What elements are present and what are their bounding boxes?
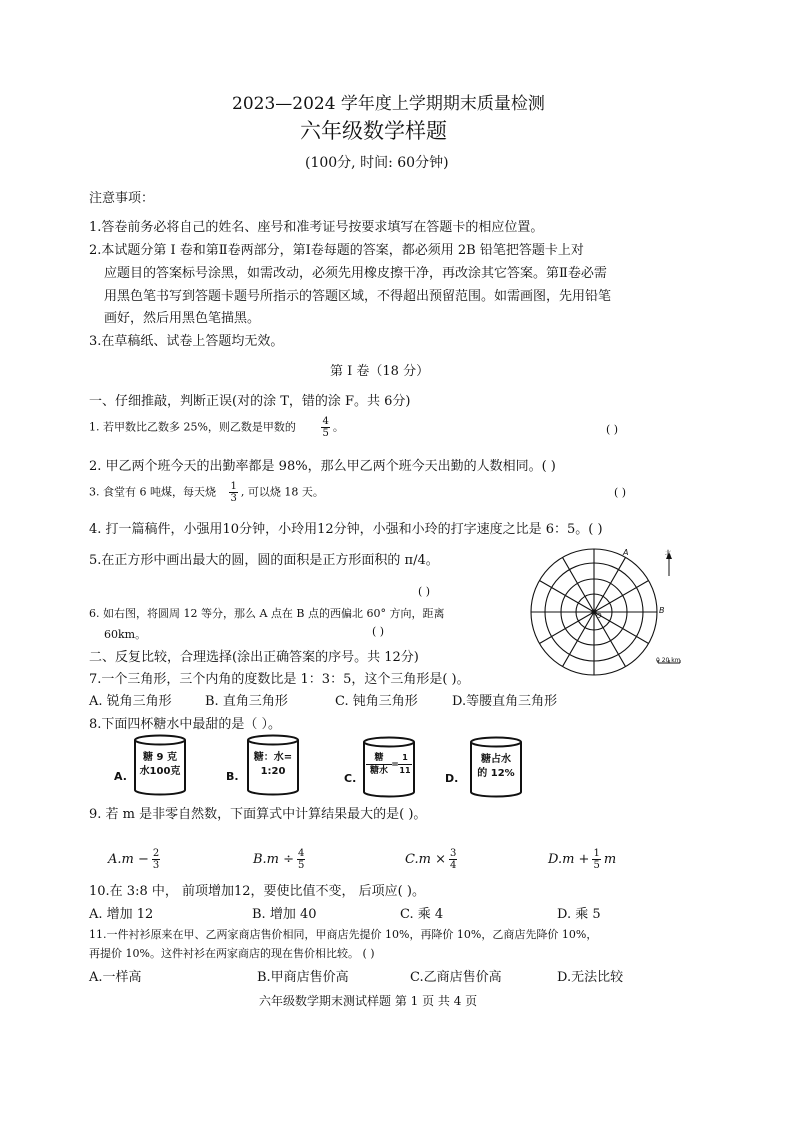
- q9-c-expr: C.m ×: [405, 852, 446, 867]
- q9-option-b[interactable]: [253, 848, 308, 871]
- q7-option-d[interactable]: D.等腰直角三角形: [452, 694, 558, 709]
- q3-text: 3. 食堂有 6 吨煤，每天烧: [89, 485, 216, 499]
- q7-option-b[interactable]: B. 直角三角形: [205, 694, 288, 709]
- q8-option-d-letter[interactable]: D.: [445, 772, 459, 785]
- note-item: 3.在草稿纸、试卷上答题均无效。: [89, 334, 284, 349]
- cup-a-line2: 水100克: [139, 766, 181, 777]
- notes-heading: 注意事项：: [89, 191, 155, 206]
- q8-option-b-letter[interactable]: B.: [226, 770, 239, 783]
- q10-option-b[interactable]: B. 增加 40: [252, 907, 317, 922]
- q7-option-a[interactable]: A. 锐角三角形: [89, 694, 172, 709]
- q9-c-num: 3: [449, 848, 457, 859]
- exam-subtitle: 六年级数学样题: [300, 119, 447, 143]
- note-item: 用黑色笔书写到答题卡题号所指示的答题区域，不得超出预留范围。如需画图，先用铅笔: [104, 289, 612, 304]
- cup-d-line1: 糖占水: [481, 754, 511, 765]
- question-6-line1: 6. 如右图，将圆周 12 等分，那么 A 点在 B 点的西偏北 60° 方向，距离: [89, 607, 445, 620]
- q1-fraction: [321, 416, 329, 439]
- scale-text: 0 20 km: [656, 657, 681, 664]
- question-11-line1: 11.一件衬衫原来在甲、乙两家商店售价相同，甲商店先提价 10%，再降价 10%，乙商店先降价 10%，: [89, 928, 598, 941]
- q11-option-d[interactable]: D.无法比较: [557, 970, 624, 985]
- q3-frac-num: 1: [230, 481, 237, 492]
- q1-frac-den: 5: [322, 428, 329, 439]
- question-1: [89, 416, 344, 439]
- q9-a-num: 2: [152, 848, 160, 859]
- cup-a-line1: 糖 9 克: [143, 752, 177, 763]
- note-item: 2.本试题分第 Ⅰ 卷和第Ⅱ卷两部分，第Ⅰ卷每题的答案，都必须用 2B 铅笔把答题卡上对: [89, 243, 584, 258]
- q9-option-a[interactable]: [108, 848, 163, 871]
- q3-answer-paren[interactable]: ( ): [614, 486, 627, 499]
- q5-answer-paren[interactable]: ( ): [418, 585, 431, 598]
- q9-b-den: 5: [298, 860, 305, 871]
- q9-a-den: 3: [152, 860, 160, 871]
- q8-cup-a[interactable]: [133, 734, 187, 796]
- question-8: 8.下面四杯糖水中最甜的是（ ）。: [89, 717, 282, 732]
- part1-heading: 第 Ⅰ 卷（18 分）: [330, 364, 430, 379]
- q11-option-a[interactable]: A.一样高: [89, 970, 142, 985]
- cup-c-frac-den: 11: [399, 766, 411, 775]
- q9-d-num: 1: [593, 848, 600, 859]
- q9-option-c[interactable]: [405, 848, 460, 871]
- q8-options-row: [0, 730, 793, 800]
- q3-fraction: [229, 481, 237, 504]
- q6-answer-paren[interactable]: ( ): [372, 625, 385, 638]
- q8-option-c-letter[interactable]: C.: [344, 772, 357, 785]
- cup-c-line1: 糖: [366, 752, 392, 765]
- question-11-line2: 再提价 10%。这件衬衫在两家商店的现在售价相比较。 ( ): [89, 947, 375, 960]
- q9-d-expr: D.m +: [548, 852, 590, 867]
- q10-option-c[interactable]: C. 乘 4: [400, 907, 444, 922]
- q8-cup-b[interactable]: [246, 734, 300, 796]
- cup-c-line2: 糖水: [369, 766, 388, 776]
- q7-option-c[interactable]: C. 钝角三角形: [335, 694, 418, 709]
- q1-end: 。: [332, 420, 344, 434]
- q11-option-c[interactable]: C.乙商店售价高: [410, 970, 502, 985]
- q8-option-a-letter[interactable]: A.: [114, 770, 127, 783]
- note-item: 画好，然后用黑色笔描黑。: [104, 311, 261, 326]
- compass-diagram: [520, 548, 700, 678]
- q10-option-a[interactable]: A. 增加 12: [89, 907, 154, 922]
- q9-c-den: 4: [449, 860, 457, 871]
- north-label: 北: [665, 550, 672, 557]
- q9-d-den: 5: [593, 860, 600, 871]
- question-7: 7.一个三角形，三个内角的度数比是 1：3：5，这个三角形是( )。: [89, 672, 470, 687]
- page-footer: 六年级数学期末测试样题 第 1 页 共 4 页: [259, 994, 478, 1008]
- question-2: 2. 甲乙两个班今天的出勤率都是 98%，那么甲乙两个班今天出勤的人数相同。( ): [89, 459, 556, 474]
- exam-title: 2023—2024 学年度上学期期末质量检测: [232, 94, 545, 114]
- cup-b-line1: 糖：水=: [253, 752, 293, 763]
- note-item: 1.答卷前务必将自己的姓名、座号和准考证号按要求填写在答题卡的相应位置。: [89, 220, 544, 235]
- section1-heading: 一、仔细推敲，判断正误(对的涂 T，错的涂 F。共 6分): [89, 394, 411, 409]
- question-3: [89, 481, 324, 504]
- note-item: 应题目的答案标号涂黑，如需改动，必须先用橡皮擦干净，再改涂其它答案。第Ⅱ卷必需: [104, 266, 607, 281]
- question-4: 4. 打一篇稿件，小强用10分钟，小玲用12分钟，小强和小玲的打字速度之比是 6：5。( ): [89, 522, 603, 537]
- q1-text: 1. 若甲数比乙数多 25%，则乙数是甲数的: [89, 420, 296, 434]
- cup-c-frac-num: 1: [398, 752, 412, 765]
- label-o: O: [596, 612, 602, 620]
- q9-b-expr: B.m ÷: [253, 852, 295, 867]
- q8-cup-c[interactable]: 糖 糖水 = $\frac{1}{11}$: [362, 736, 416, 798]
- label-b: B: [659, 606, 665, 615]
- label-a: A: [623, 548, 629, 557]
- q1-frac-num: 4: [322, 416, 329, 427]
- q3-frac-den: 3: [230, 493, 237, 504]
- section2-heading: 二、反复比较，合理选择(涂出正确答案的序号。共 12分): [89, 650, 419, 665]
- q3-end: , 可以烧 18 天。: [240, 485, 324, 499]
- q11-option-b[interactable]: B.甲商店售价高: [257, 970, 349, 985]
- question-10: 10.在 3:8 中， 前项增加12，要使比值不变， 后项应( )。: [89, 884, 425, 899]
- q9-b-num: 4: [298, 848, 305, 859]
- question-6-line2: 60km。: [104, 628, 147, 641]
- q9-option-d[interactable]: [548, 848, 616, 871]
- q9-a-expr: A.m −: [108, 852, 149, 867]
- question-9: 9. 若 m 是非零自然数，下面算式中计算结果最大的是( )。: [89, 807, 427, 822]
- score-time: (100分, 时间: 60分钟): [305, 155, 449, 171]
- cup-d-line2: 的 12%: [477, 768, 515, 779]
- q9-d-post: m: [603, 852, 617, 867]
- q8-cup-d[interactable]: [469, 736, 523, 798]
- q1-answer-paren[interactable]: ( ): [606, 423, 619, 436]
- q10-option-d[interactable]: D. 乘 5: [557, 907, 601, 922]
- question-5: 5.在正方形中画出最大的圆，圆的面积是正方形面积的 π/4。: [89, 553, 439, 568]
- cup-b-line2: 1:20: [260, 766, 286, 777]
